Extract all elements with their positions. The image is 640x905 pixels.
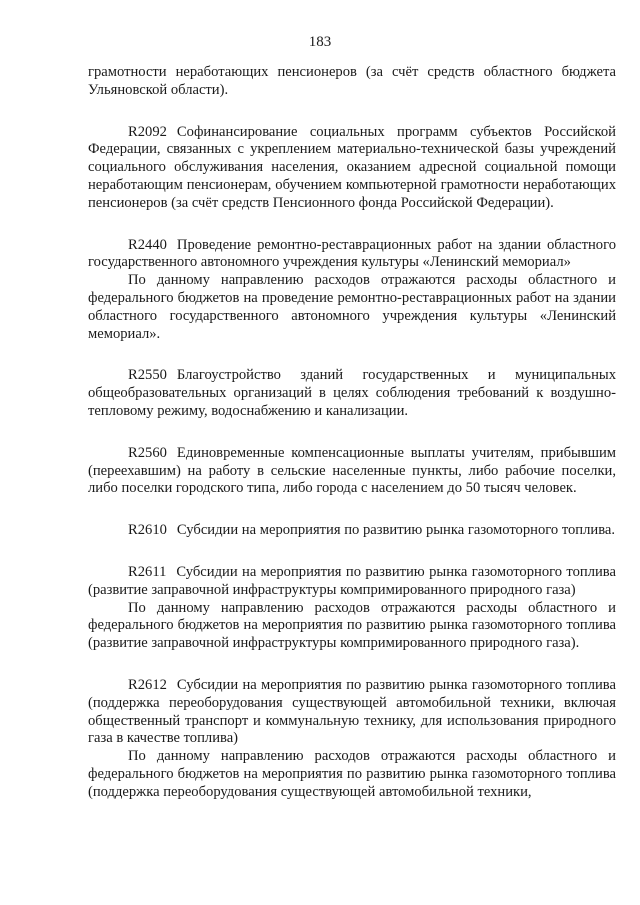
paragraph-text: Субсидии на мероприятия по развитию рынка газомоторного топлива (поддержка переоборудования существующей автомобильной техники, включая общественный транспорт и коммунальную технику, для использования природного газа в качестве топлива) (88, 676, 616, 747)
paragraph-r2092 (88, 124, 616, 213)
budget-code: R2611 (128, 563, 167, 580)
paragraph-intro (88, 64, 616, 100)
budget-code: R2092 (128, 123, 167, 140)
paragraph-text: Софинансирование социальных программ субъектов Российской Федерации, связанных с укреплением материально-технической базы учреждений социального обслуживания населения, оказанием адресной социальной помощи неработающим пенсионерам, обучением компьютерной грамотности неработающих пенсионеров (за счёт средств Пенсионного фонда Российской Федерации). (88, 123, 616, 211)
paragraph-text: По данному направлению расходов отражаются расходы областного и федерального бюджетов на мероприятия по развитию рынка газомоторного топлива (поддержка переоборудования существующей автомобильной техники, (88, 748, 616, 800)
paragraph-r2612 (88, 677, 616, 748)
document-body (88, 64, 616, 802)
paragraph-text: Субсидии на мероприятия по развитию рынка газомоторного топлива. (176, 522, 616, 539)
budget-code: R2610 (128, 522, 167, 539)
paragraph-text: По данному направлению расходов отражаются расходы областного и федерального бюджетов на мероприятия по развитию рынка газомоторного топлива (развитие заправочной инфраструктуры компримированного природного газа). (88, 599, 616, 652)
paragraph-text: По данному направлению расходов отражаются расходы областного и федерального бюджетов на проведение ремонтно-реставрационных работ на здании областного государственного автономного учреждения культуры «Ленинский мемориал». (88, 272, 616, 342)
paragraph-text: Субсидии на мероприятия по развитию рынка газомоторного топлива (развитие заправочной инфраструктуры компримированного природного газа) (88, 563, 616, 598)
budget-code: R2560 (128, 444, 167, 461)
budget-code: R2440 (128, 236, 167, 253)
page-number: 183 (308, 34, 332, 50)
budget-code: R2612 (128, 676, 167, 693)
paragraph-text: Проведение ремонтно-реставрационных работ на здании областного государственного автономного учреждения культуры «Ленинский мемориал» (88, 236, 616, 271)
paragraph-r2440-description (88, 272, 616, 343)
budget-code: R2550 (128, 367, 167, 384)
paragraph-text: Единовременные компенсационные выплаты учителям, прибывшим (переехавшим) на работу в сельские населенные пункты, либо рабочие поселки, либо поселки городского типа, либо города с населением до 50 тысяч человек. (88, 444, 616, 497)
paragraph-r2611-description (88, 600, 616, 653)
paragraph-r2611 (88, 564, 616, 600)
paragraph-r2610 (88, 522, 616, 540)
paragraph-r2550 (88, 367, 616, 420)
paragraph-r2440 (88, 237, 616, 273)
paragraph-r2612-description (88, 748, 616, 801)
paragraph-r2560 (88, 445, 616, 498)
paragraph-text: Благоустройство зданий государственных и муниципальных общеобразовательных организаций в целях соблюдения требований к воздушно-тепловому режиму, водоснабжению и канализации. (88, 367, 616, 419)
paragraph-text: грамотности неработающих пенсионеров (за счёт средств областного бюджета Ульяновской области). (88, 64, 616, 98)
